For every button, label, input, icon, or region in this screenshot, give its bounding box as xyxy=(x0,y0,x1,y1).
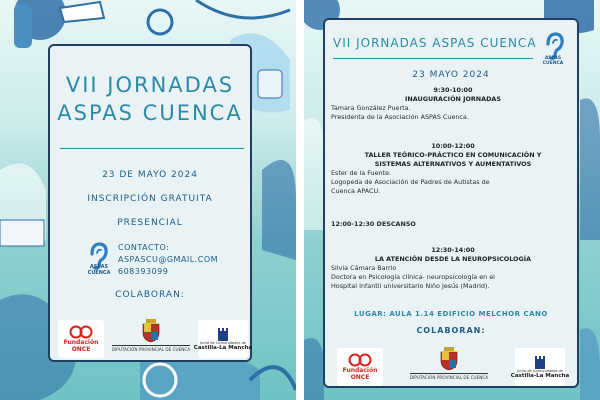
poster-right xyxy=(304,0,600,400)
coat-of-arms-icon xyxy=(142,319,160,343)
event-date: 23 MAYO 2024 xyxy=(412,70,490,80)
speaker-role: Presidenta de la Asociación ASPAS Cuenca. xyxy=(331,113,469,121)
session-time: 10:00-12:00 xyxy=(431,142,475,150)
session-title-line2: SISTEMAS ALTERNATIVOS Y AUMENTATIVOS xyxy=(374,160,532,168)
diputacion-logo xyxy=(408,340,490,386)
title-divider xyxy=(60,148,244,149)
once-rings-icon xyxy=(346,353,374,367)
contact-block xyxy=(88,242,248,274)
jccm-logo-line1: Junta de Comunidades de xyxy=(199,340,247,345)
session-workshop xyxy=(331,142,575,196)
session-neuropsychology xyxy=(331,246,575,291)
registration-info: INSCRIPCIÓN GRATUITA xyxy=(87,194,213,204)
once-logo-line1: Fundación xyxy=(342,367,378,374)
session-title: LA ATENCIÓN DESDE LA NEUROPSICOLOGÍA xyxy=(374,255,532,263)
event-title-line1: VII JORNADAS xyxy=(65,73,235,97)
jccm-logo-line1: Junta de Comunidades de xyxy=(516,368,564,373)
attendance-mode: PRESENCIAL xyxy=(117,218,183,228)
fundacion-once-logo xyxy=(337,348,383,386)
collaborators-label: COLABORAN: xyxy=(115,290,185,300)
program-card xyxy=(323,18,579,388)
speaker-role-cont: Hospital Infantil universitario Niño Jesús (Madrid). xyxy=(331,282,490,290)
collaborator-logos xyxy=(58,308,253,358)
jccm-logo-line2: Castilla-La Mancha xyxy=(193,344,253,351)
fundacion-once-logo xyxy=(58,320,104,358)
title-divider xyxy=(333,58,533,59)
once-logo-line2: ONCE xyxy=(71,346,91,353)
jccm-logo xyxy=(510,348,570,386)
diputacion-logo xyxy=(110,312,192,358)
break-time: 12:00-12:30 DESCANSO xyxy=(331,220,416,228)
session-title: INAUGURACIÓN JORNADAS xyxy=(405,95,501,103)
event-title-line2: ASPAS CUENCA xyxy=(57,101,243,125)
collaborator-logos xyxy=(337,340,570,386)
session-title-line1: TALLER TEÓRICO-PRÁCTICO EN COMUNICACIÓN Y xyxy=(364,151,542,159)
event-date: 23 DE MAYO 2024 xyxy=(102,170,198,180)
speaker-name: Tamara González Puerta. xyxy=(331,104,411,112)
jccm-logo-line2: Castilla-La Mancha xyxy=(510,372,570,379)
once-logo-line1: Fundación xyxy=(63,339,99,346)
coat-of-arms-icon xyxy=(440,347,458,371)
speaker-role-cont: Cuenca APACU. xyxy=(331,187,381,195)
session-opening xyxy=(331,86,575,122)
speaker-name: Silvia Cámara Barrio xyxy=(331,264,397,272)
event-title: VII JORNADAS ASPAS CUENCA xyxy=(333,36,537,50)
collaborators-label: COLABORAN: xyxy=(416,326,486,335)
castle-icon xyxy=(217,327,229,341)
session-break xyxy=(331,220,575,229)
diputacion-logo-text: DIPUTACIÓN PROVINCIAL DE CUENCA xyxy=(409,374,489,380)
jccm-logo xyxy=(193,320,253,358)
once-logo-line2: ONCE xyxy=(350,374,370,381)
session-time: 12:30-14:00 xyxy=(431,246,475,254)
contact-email: ASPASCU@GMAIL.COM xyxy=(118,255,219,264)
contact-phone: 608393099 xyxy=(118,267,169,276)
org-logo-text: ASPAS CUENCA xyxy=(542,56,564,66)
speaker-name: Ester de la Fuente. xyxy=(331,169,392,177)
poster-left xyxy=(0,0,296,400)
contact-label: CONTACTO: xyxy=(118,243,170,252)
contact-text xyxy=(118,242,218,278)
speaker-role: Doctora en Psicología clínica- neuropsicología en el xyxy=(331,273,495,281)
diputacion-logo-text: DIPUTACIÓN PROVINCIAL DE CUENCA xyxy=(111,346,191,352)
once-rings-icon xyxy=(67,325,95,339)
event-location: LUGAR: AULA 1.14 EDIFICIO MELCHOR CANO xyxy=(354,310,548,318)
org-logo-text: ASPAS CUENCA xyxy=(87,264,111,276)
session-time: 9:30-10:00 xyxy=(433,86,473,94)
castle-icon xyxy=(534,355,546,369)
info-card xyxy=(48,44,252,362)
speaker-role: Logopeda de Asociación de Padres de Autistas de xyxy=(331,178,490,186)
